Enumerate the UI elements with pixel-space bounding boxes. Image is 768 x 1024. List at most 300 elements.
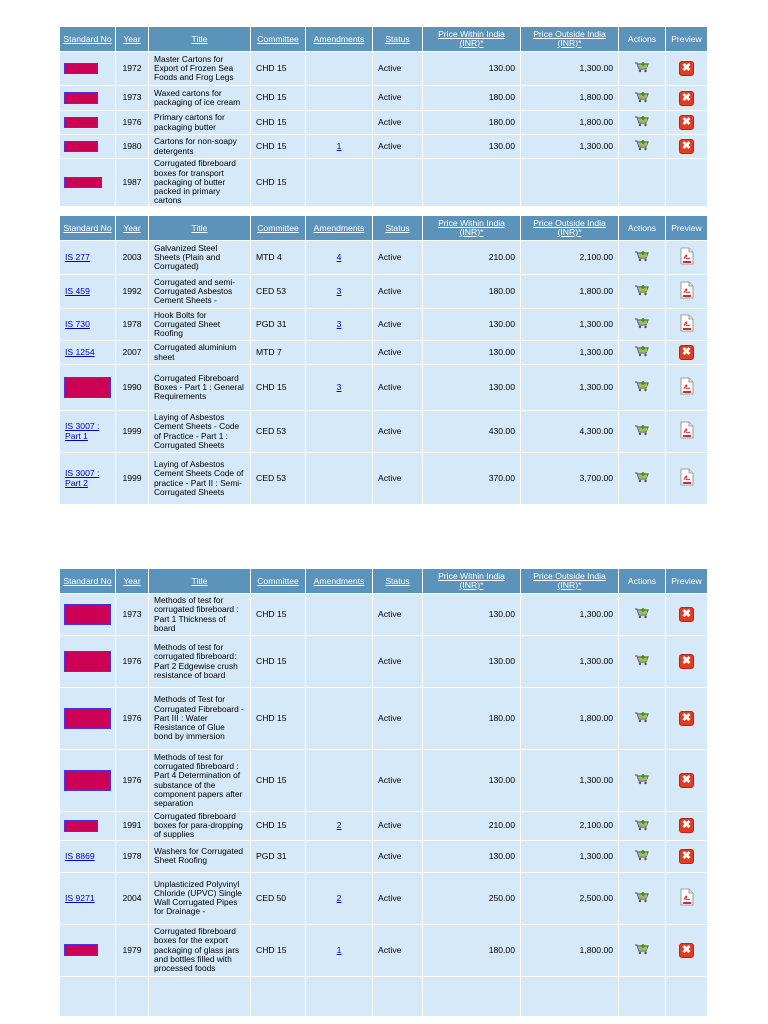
- actions-cell: [619, 636, 666, 688]
- standard-no-cell: [60, 840, 116, 872]
- preview-cell: [666, 636, 708, 688]
- title-cell: [149, 976, 251, 1016]
- amendments-cell: [306, 594, 373, 636]
- status-header: [373, 27, 423, 52]
- price-india-cell: 130.00: [423, 135, 521, 159]
- standard-no-link[interactable]: IS 7184: [66, 820, 96, 831]
- table-row: [60, 159, 708, 207]
- preview-cell: [666, 750, 708, 812]
- committee-cell: CHD 15: [251, 111, 306, 135]
- pdf-preview-icon[interactable]: [680, 468, 694, 487]
- table-row: [60, 275, 708, 309]
- standard-no-cell: [60, 135, 116, 159]
- standard-no-cell: [60, 924, 116, 976]
- pdf-preview-icon[interactable]: [680, 421, 694, 440]
- actions-header: [619, 569, 666, 594]
- status-cell: Active: [373, 812, 423, 841]
- standard-no-cell: [60, 365, 116, 411]
- amendments-link[interactable]: 4: [336, 251, 342, 262]
- title-header-label[interactable]: Title: [191, 222, 208, 233]
- add-to-cart-icon[interactable]: [634, 424, 650, 436]
- standard-no-link[interactable]: IS 7063 : Part 4: [65, 771, 110, 790]
- preview-unavailable-icon[interactable]: ✖: [681, 774, 692, 786]
- actions-header-label: Actions: [627, 222, 657, 233]
- price-india-cell: 180.00: [423, 86, 521, 111]
- committee-header-label[interactable]: Committee: [257, 222, 299, 233]
- status-header: [373, 569, 423, 594]
- actions-header-label: Actions: [627, 33, 657, 44]
- amendments-cell: [306, 872, 373, 924]
- title-header-label[interactable]: Title: [191, 33, 208, 44]
- preview-cell: [666, 159, 708, 207]
- amendments-link[interactable]: 1: [336, 944, 342, 955]
- amendments-cell: [306, 309, 373, 341]
- amendments-header: [306, 569, 373, 594]
- preview-cell: [666, 135, 708, 159]
- price-outside-cell: 1,300.00: [521, 309, 619, 341]
- committee-header: [251, 569, 306, 594]
- amendments-header: [306, 216, 373, 241]
- title-cell: Waxed cartons for packaging of ice cream: [149, 86, 251, 111]
- price-outside-cell: 1,300.00: [521, 365, 619, 411]
- price-outside-cell: 2,100.00: [521, 241, 619, 275]
- preview-cell: [666, 812, 708, 841]
- amendments-header-label[interactable]: Amendments: [313, 222, 365, 233]
- add-to-cart-icon[interactable]: [634, 61, 650, 73]
- committee-header-label[interactable]: Committee: [257, 33, 299, 44]
- actions-cell: [619, 840, 666, 872]
- status-cell: Active: [373, 365, 423, 411]
- add-to-cart-icon[interactable]: [634, 139, 650, 151]
- amendments-link[interactable]: 3: [336, 381, 342, 392]
- actions-cell: [619, 111, 666, 135]
- price-outside-cell: 1,300.00: [521, 750, 619, 812]
- year-cell: 1976: [116, 111, 149, 135]
- add-to-cart-icon[interactable]: [634, 471, 650, 483]
- standard-no-link[interactable]: IS 9313: [66, 944, 96, 955]
- price-outside-cell: 1,800.00: [521, 111, 619, 135]
- preview-unavailable-icon[interactable]: ✖: [681, 655, 692, 667]
- table-row: [60, 840, 708, 872]
- preview-unavailable-icon[interactable]: ✖: [681, 819, 692, 832]
- status-cell: Active: [373, 275, 423, 309]
- price-outside-cell: 1,800.00: [521, 86, 619, 111]
- amendments-header-label[interactable]: Amendments: [313, 33, 365, 44]
- committee-cell: CHD 15: [251, 924, 306, 976]
- price-india-cell: 250.00: [423, 872, 521, 924]
- amendments-cell: [306, 365, 373, 411]
- preview-header: [666, 27, 708, 52]
- status-header-label[interactable]: Status: [385, 222, 410, 233]
- price-outside-cell: 1,300.00: [521, 341, 619, 365]
- year-header: [116, 216, 149, 241]
- standard-no-header-label[interactable]: Standard No: [63, 222, 112, 233]
- standard-no-link[interactable]: IS 8869: [65, 850, 95, 861]
- preview-header: [666, 216, 708, 241]
- committee-cell: CED 53: [251, 411, 306, 453]
- add-to-cart-icon[interactable]: [634, 943, 650, 955]
- standard-no-link[interactable]: IS 1254: [65, 346, 95, 357]
- add-to-cart-icon[interactable]: [634, 654, 650, 666]
- title-cell: Unplasticized Polyvinyl Chloride (UPVC) Single Wall Corrugated Pipes for Drainage -: [149, 872, 251, 924]
- preview-unavailable-icon[interactable]: ✖: [681, 608, 692, 620]
- title-cell: Methods of test for corrugated fibreboard : Part 1 Thickness of board: [149, 594, 251, 636]
- amendments-cell: [306, 688, 373, 750]
- preview-cell: [666, 872, 708, 924]
- add-to-cart-icon[interactable]: [634, 773, 650, 785]
- price-india-header: [423, 216, 521, 241]
- year-cell: 1978: [116, 840, 149, 872]
- preview-unavailable-icon[interactable]: ✖: [681, 116, 692, 128]
- committee-cell: [251, 976, 306, 1016]
- amendments-cell: [306, 241, 373, 275]
- committee-cell: CED 50: [251, 872, 306, 924]
- table-row: [60, 750, 708, 812]
- preview-unavailable-icon[interactable]: ✖: [681, 140, 692, 152]
- preview-unavailable-icon[interactable]: ✖: [681, 91, 692, 104]
- actions-cell: [619, 135, 666, 159]
- actions-cell: [619, 159, 666, 207]
- price-india-cell: 430.00: [423, 411, 521, 453]
- standards-table-3: [59, 568, 708, 1017]
- amendments-cell: [306, 750, 373, 812]
- status-cell: Active: [373, 453, 423, 505]
- price-india-cell: 130.00: [423, 52, 521, 86]
- status-cell: Active: [373, 840, 423, 872]
- year-cell: 1976: [116, 688, 149, 750]
- standard-no-cell: [60, 309, 116, 341]
- preview-cell: [666, 976, 708, 1016]
- committee-header-label[interactable]: Committee: [257, 575, 299, 586]
- amendments-cell: [306, 840, 373, 872]
- price-outside-cell: 3,700.00: [521, 453, 619, 505]
- preview-cell: [666, 86, 708, 111]
- table-row: [60, 636, 708, 688]
- title-cell: Methods of test for corrugated fibreboard : Part 4 Determination of substance of the component papers after separation: [149, 750, 251, 812]
- standard-no-link[interactable]: IS 7063 : Part 2: [65, 652, 110, 671]
- amendments-link[interactable]: 2: [336, 892, 342, 903]
- price-outside-header-label[interactable]: Price Outside India (INR)*: [533, 29, 606, 48]
- preview-cell: [666, 840, 708, 872]
- price-india-cell: 130.00: [423, 365, 521, 411]
- preview-cell: [666, 275, 708, 309]
- year-header: [116, 27, 149, 52]
- standard-no-link[interactable]: IS 7102: [66, 92, 96, 103]
- amendments-cell: [306, 976, 373, 1016]
- actions-cell: [619, 52, 666, 86]
- table-row: [60, 594, 708, 636]
- preview-header-label: Preview: [671, 222, 702, 233]
- standard-no-cell: [60, 636, 116, 688]
- table-row: [60, 241, 708, 275]
- price-outside-cell: 2,500.00: [521, 872, 619, 924]
- preview-cell: [666, 924, 708, 976]
- amendments-cell: [306, 159, 373, 207]
- preview-cell: [666, 365, 708, 411]
- committee-header: [251, 216, 306, 241]
- committee-cell: CHD 15: [251, 365, 306, 411]
- standard-no-cell: [60, 688, 116, 750]
- actions-cell: [619, 594, 666, 636]
- year-cell: 1973: [116, 594, 149, 636]
- price-india-header: [423, 569, 521, 594]
- preview-cell: [666, 341, 708, 365]
- preview-unavailable-icon[interactable]: ✖: [681, 346, 692, 358]
- standard-no-link[interactable]: IS 9393: [66, 140, 96, 151]
- price-india-cell: 180.00: [423, 688, 521, 750]
- amendments-cell: [306, 812, 373, 841]
- status-cell: Active: [373, 52, 423, 86]
- status-cell: [373, 976, 423, 1016]
- actions-cell: [619, 924, 666, 976]
- price-outside-header-label[interactable]: Price Outside India (INR)*: [533, 218, 606, 237]
- amendments-link[interactable]: 3: [336, 285, 342, 296]
- standard-no-link[interactable]: IS 3007 : Part 1: [65, 421, 100, 441]
- status-header-label[interactable]: Status: [385, 33, 410, 44]
- actions-cell: [619, 365, 666, 411]
- add-to-cart-icon[interactable]: [634, 250, 650, 262]
- year-cell: 1972: [116, 52, 149, 86]
- standard-no-header: [60, 569, 116, 594]
- price-outside-cell: [521, 976, 619, 1016]
- amendments-cell: [306, 341, 373, 365]
- actions-cell: [619, 241, 666, 275]
- preview-cell: [666, 688, 708, 750]
- price-outside-header-label[interactable]: Price Outside India (INR)*: [533, 571, 606, 590]
- standard-no-cell: [60, 812, 116, 841]
- year-cell: 2004: [116, 872, 149, 924]
- price-india-cell: 130.00: [423, 636, 521, 688]
- price-outside-cell: 1,300.00: [521, 52, 619, 86]
- standard-no-link[interactable]: IS 9271: [65, 892, 95, 903]
- title-header-label[interactable]: Title: [191, 575, 208, 586]
- pdf-preview-icon[interactable]: [680, 377, 694, 396]
- price-india-header-label[interactable]: Price Within India (INR)*: [438, 29, 505, 48]
- table-row: [60, 411, 708, 453]
- actions-header-label: Actions: [627, 575, 657, 586]
- year-cell: 1987: [116, 159, 149, 207]
- price-outside-cell: 4,300.00: [521, 411, 619, 453]
- add-to-cart-icon[interactable]: [634, 849, 650, 861]
- title-cell: Primary cartons for packaging butter: [149, 111, 251, 135]
- title-cell: Methods of test for corrugated fibreboard: Part 2 Edgewise crush resistance of board: [149, 636, 251, 688]
- standard-no-link[interactable]: IS 8133: [66, 116, 96, 127]
- committee-cell: CHD 15: [251, 636, 306, 688]
- amendments-cell: [306, 135, 373, 159]
- table-row: [60, 135, 708, 159]
- add-to-cart-icon[interactable]: [634, 380, 650, 392]
- table-row: [60, 309, 708, 341]
- status-cell: Active: [373, 872, 423, 924]
- actions-cell: [619, 341, 666, 365]
- price-outside-cell: 1,800.00: [521, 275, 619, 309]
- price-outside-header: [521, 569, 619, 594]
- title-header: [149, 27, 251, 52]
- preview-cell: [666, 411, 708, 453]
- amendments-link[interactable]: 3: [336, 318, 342, 329]
- pdf-preview-icon[interactable]: [680, 281, 694, 300]
- status-header: [373, 216, 423, 241]
- year-header-label[interactable]: Year: [123, 33, 141, 44]
- standards-table-2: [59, 215, 708, 505]
- status-cell: Active: [373, 924, 423, 976]
- standard-no-cell: [60, 750, 116, 812]
- table-row: [60, 111, 708, 135]
- status-cell: Active: [373, 636, 423, 688]
- price-india-cell: 130.00: [423, 309, 521, 341]
- committee-cell: PGD 31: [251, 309, 306, 341]
- standard-no-cell: [60, 275, 116, 309]
- amendments-cell: [306, 411, 373, 453]
- price-india-cell: 180.00: [423, 111, 521, 135]
- header-row: [60, 569, 708, 594]
- standard-no-header-label[interactable]: Standard No: [63, 33, 112, 44]
- standard-no-cell: [60, 86, 116, 111]
- preview-cell: [666, 241, 708, 275]
- add-to-cart-icon[interactable]: [634, 607, 650, 619]
- amendments-link[interactable]: 1: [336, 140, 342, 151]
- pdf-preview-icon[interactable]: [680, 247, 694, 266]
- committee-cell: CHD 15: [251, 135, 306, 159]
- preview-cell: [666, 52, 708, 86]
- preview-cell: [666, 111, 708, 135]
- title-cell: Corrugated fibreboard boxes for para-dropping of supplies: [149, 812, 251, 841]
- add-to-cart-icon[interactable]: [634, 819, 650, 831]
- price-india-cell: 130.00: [423, 750, 521, 812]
- price-india-cell: 370.00: [423, 453, 521, 505]
- preview-unavailable-icon[interactable]: ✖: [681, 712, 692, 724]
- price-outside-header: [521, 216, 619, 241]
- standard-no-link[interactable]: IS 277: [65, 251, 90, 262]
- preview-unavailable-icon[interactable]: ✖: [681, 849, 692, 862]
- standard-no-link[interactable]: IS 7063 : Part 3: [65, 709, 110, 728]
- year-header-label[interactable]: Year: [123, 222, 141, 233]
- standard-no-link[interactable]: IS 730: [65, 318, 90, 329]
- actions-cell: [619, 688, 666, 750]
- add-to-cart-icon[interactable]: [634, 317, 650, 329]
- standard-no-cell: [60, 52, 116, 86]
- status-cell: Active: [373, 594, 423, 636]
- title-cell: Laying of Asbestos Cement Sheets Code of practice - Part II : Semi-Corrugated Sheets: [149, 453, 251, 505]
- standard-no-cell: [60, 976, 116, 1016]
- add-to-cart-icon[interactable]: [634, 284, 650, 296]
- pdf-preview-icon[interactable]: [680, 888, 694, 907]
- price-india-cell: [423, 976, 521, 1016]
- year-cell: 2007: [116, 341, 149, 365]
- preview-unavailable-icon[interactable]: ✖: [681, 62, 692, 74]
- status-cell: Active: [373, 111, 423, 135]
- price-india-cell: 210.00: [423, 241, 521, 275]
- standard-no-link[interactable]: IS 7063 : Part 1: [65, 605, 110, 624]
- preview-header-label: Preview: [671, 575, 702, 586]
- year-header: [116, 569, 149, 594]
- preview-cell: [666, 309, 708, 341]
- add-to-cart-icon[interactable]: [634, 91, 650, 103]
- committee-header: [251, 27, 306, 52]
- committee-cell: CHD 15: [251, 52, 306, 86]
- price-outside-cell: 1,800.00: [521, 688, 619, 750]
- table-row: [60, 86, 708, 111]
- price-outside-cell: 1,800.00: [521, 924, 619, 976]
- price-india-cell: 130.00: [423, 341, 521, 365]
- price-india-header: [423, 27, 521, 52]
- add-to-cart-icon[interactable]: [634, 115, 650, 127]
- year-cell: 1978: [116, 309, 149, 341]
- actions-cell: [619, 750, 666, 812]
- committee-cell: MTD 7: [251, 341, 306, 365]
- price-india-header-label[interactable]: Price Within India (INR)*: [438, 218, 505, 237]
- price-outside-cell: 1,300.00: [521, 594, 619, 636]
- table-row: [60, 341, 708, 365]
- add-to-cart-icon[interactable]: [634, 345, 650, 357]
- standard-no-cell: [60, 159, 116, 207]
- standard-no-link[interactable]: IS 2771 : Part 1: [65, 378, 110, 397]
- pdf-preview-icon[interactable]: [680, 314, 694, 333]
- amendments-header-label[interactable]: Amendments: [313, 575, 365, 586]
- title-cell: Corrugated aluminium sheet: [149, 341, 251, 365]
- standard-no-cell: [60, 872, 116, 924]
- actions-cell: [619, 411, 666, 453]
- title-header: [149, 216, 251, 241]
- status-cell: Active: [373, 341, 423, 365]
- committee-cell: CHD 15: [251, 812, 306, 841]
- standard-no-cell: [60, 411, 116, 453]
- committee-cell: MTD 4: [251, 241, 306, 275]
- preview-cell: [666, 594, 708, 636]
- standard-no-header-label[interactable]: Standard No: [63, 575, 112, 586]
- year-cell: 1976: [116, 636, 149, 688]
- year-cell: 1992: [116, 275, 149, 309]
- title-cell: Corrugated fibreboard boxes for the export packaging of glass jars and bottles filled with processed foods: [149, 924, 251, 976]
- status-cell: Active: [373, 411, 423, 453]
- add-to-cart-icon[interactable]: [634, 891, 650, 903]
- title-cell: Master Cartons for Export of Frozen Sea Foods and Frog Legs: [149, 52, 251, 86]
- title-cell: Hook Bolts for Corrugated Sheet Roofing: [149, 309, 251, 341]
- year-cell: 2003: [116, 241, 149, 275]
- table-row: [60, 872, 708, 924]
- standard-no-cell: [60, 453, 116, 505]
- status-cell: Active: [373, 241, 423, 275]
- amendments-link[interactable]: 2: [336, 820, 342, 831]
- actions-cell: [619, 275, 666, 309]
- price-india-cell: [423, 159, 521, 207]
- status-header-label[interactable]: Status: [385, 575, 410, 586]
- standard-no-link[interactable]: IS 459: [65, 285, 90, 296]
- title-cell: Galvanized Steel Sheets (Plain and Corrugated): [149, 241, 251, 275]
- committee-cell: CHD 15: [251, 86, 306, 111]
- title-cell: Laying of Asbestos Cement Sheets - Code of Practice - Part 1 : Corrugated Sheets: [149, 411, 251, 453]
- amendments-cell: [306, 636, 373, 688]
- standard-no-link[interactable]: IS 3007 : Part 2: [65, 468, 100, 488]
- title-cell: Corrugated and semi-Corrugated Asbestos Cement Sheets -: [149, 275, 251, 309]
- title-cell: Methods of Test for Corrugated Fibreboard - Part III : Water Resistance of Glue bond by immersion: [149, 688, 251, 750]
- year-cell: 1976: [116, 750, 149, 812]
- status-cell: Active: [373, 86, 423, 111]
- price-india-header-label[interactable]: Price Within India (INR)*: [438, 571, 505, 590]
- price-outside-cell: 1,300.00: [521, 636, 619, 688]
- year-cell: 1999: [116, 453, 149, 505]
- standard-no-link[interactable]: IS 6725: [66, 62, 96, 73]
- year-header-label[interactable]: Year: [123, 575, 141, 586]
- price-outside-cell: [521, 159, 619, 207]
- status-cell: Active: [373, 750, 423, 812]
- standard-no-header: [60, 216, 116, 241]
- actions-cell: [619, 812, 666, 841]
- preview-unavailable-icon[interactable]: ✖: [681, 943, 692, 956]
- add-to-cart-icon[interactable]: [634, 711, 650, 723]
- price-india-cell: 210.00: [423, 812, 521, 841]
- standard-no-link[interactable]: IS 12212: [66, 176, 101, 187]
